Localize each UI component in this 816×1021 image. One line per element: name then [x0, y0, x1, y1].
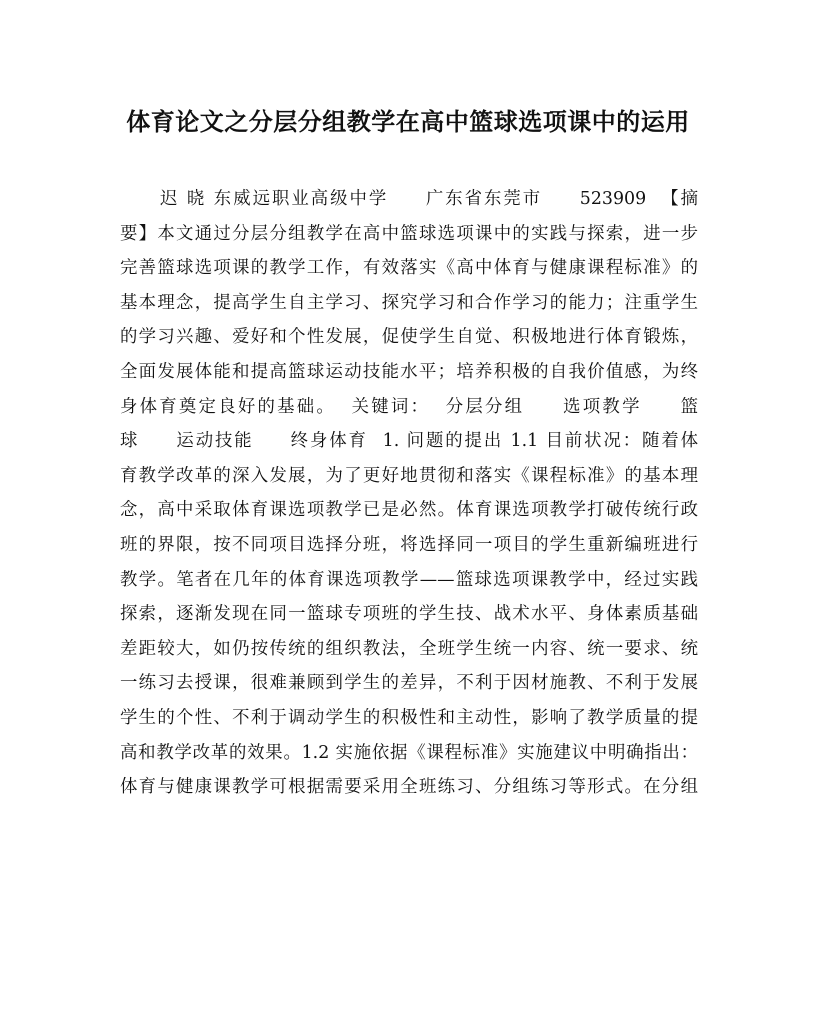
body-line: 学生的个性、不利于调动学生的积极性和主动性，影响了教学质量的提 [120, 707, 698, 728]
body-line: 完善篮球选项课的教学工作，有效落实《高中体育与健康课程标准》的 [120, 258, 698, 279]
body-line: 教学。笔者在几年的体育课选项教学——篮球选项课教学中，经过实践 [120, 569, 698, 590]
body-line: 一练习去授课，很难兼顾到学生的差异，不利于因材施教、不利于发展 [120, 673, 698, 694]
body-line: 差距较大，如仍按传统的组织教法，全班学生统一内容、统一要求、统 [120, 638, 698, 659]
body-line: 迟 晓 东威远职业高级中学 广东省东莞市 523909 【摘 [160, 189, 698, 209]
body-line: 身体育奠定良好的基础。 关键词： 分层分组 选项教学 篮 [120, 396, 698, 417]
body-line: 念，高中采取体育课选项教学已是必然。体育课选项教学打破传统行政 [120, 500, 698, 521]
body-line: 体育与健康课教学可根据需要采用全班练习、分组练习等形式。在分组 [120, 777, 698, 798]
body-line: 要】本文通过分层分组教学在高中篮球选项课中的实践与探索，进一步 [120, 223, 698, 244]
body-line: 高和教学改革的效果。1.2 实施依据《课程标准》实施建议中明确指出： [120, 742, 698, 763]
body-line: 全面发展体能和提高篮球运动技能水平；培养积极的自我价值感，为终 [120, 361, 698, 382]
body-line: 球 运动技能 终身体育 1. 问题的提出 1.1 目前状况：随着体 [120, 431, 698, 452]
body-line: 的学习兴趣、爱好和个性发展，促使学生自觉、积极地进行体育锻炼， [120, 327, 698, 348]
document-title: 体育论文之分层分组教学在高中篮球选项课中的运用 [126, 107, 690, 136]
body-line: 班的界限，按不同项目选择分班，将选择同一项目的学生重新编班进行 [120, 534, 698, 555]
body-line: 育教学改革的深入发展，为了更好地贯彻和落实《课程标准》的基本理 [120, 465, 698, 486]
body-line: 基本理念，提高学生自主学习、探究学习和合作学习的能力；注重学生 [120, 292, 698, 313]
body-line: 探索，逐渐发现在同一篮球专项班的学生技、战术水平、身体素质基础 [120, 604, 698, 625]
document-body [120, 182, 698, 805]
